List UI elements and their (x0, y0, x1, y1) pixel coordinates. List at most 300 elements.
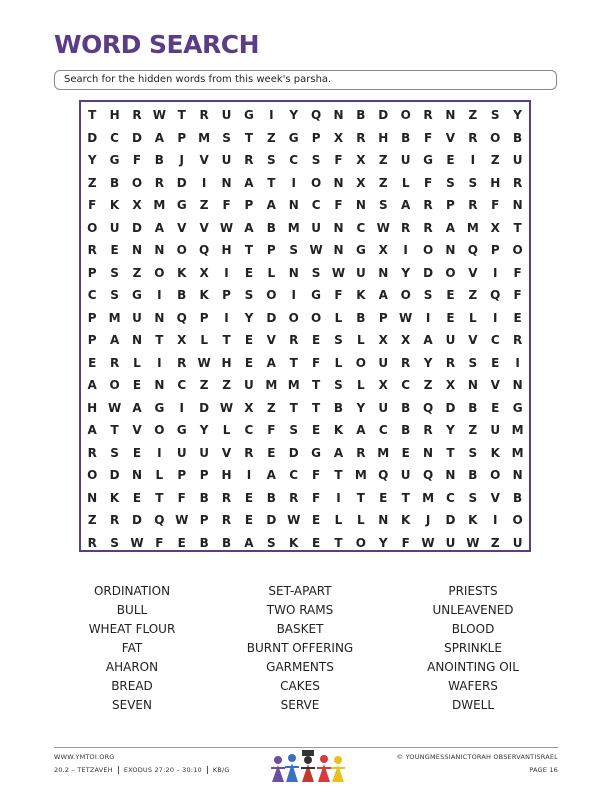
grid-letter[interactable]: I (157, 288, 162, 302)
grid-letter[interactable]: T (110, 423, 119, 437)
grid-letter[interactable]: T (334, 535, 343, 550)
grid-letter[interactable]: L (401, 175, 410, 190)
grid-letter[interactable]: C (490, 333, 500, 347)
grid-letter[interactable]: Z (266, 400, 276, 415)
grid-letter[interactable]: N (445, 108, 456, 122)
grid-letter[interactable]: R (468, 130, 478, 145)
grid-letter[interactable]: M (198, 130, 211, 145)
grid-letter[interactable]: L (200, 333, 208, 347)
grid-letter[interactable]: T (401, 490, 410, 505)
grid-letter[interactable]: E (244, 265, 254, 280)
grid-letter[interactable]: D (445, 400, 456, 415)
grid-letter[interactable]: S (266, 153, 276, 167)
grid-letter[interactable]: I (470, 153, 476, 167)
grid-letter[interactable]: X (378, 378, 388, 392)
grid-letter[interactable]: F (334, 198, 343, 212)
grid-letter[interactable]: W (466, 535, 480, 550)
grid-letter[interactable]: M (422, 490, 435, 505)
grid-letter[interactable]: K (109, 198, 120, 212)
grid-letter[interactable]: E (491, 400, 500, 415)
grid-letter[interactable]: H (378, 130, 389, 145)
grid-letter[interactable]: E (312, 333, 321, 347)
grid-letter[interactable]: M (287, 220, 300, 235)
grid-letter[interactable]: P (199, 310, 209, 325)
grid-letter[interactable]: N (378, 513, 389, 527)
grid-letter[interactable]: T (177, 108, 186, 122)
grid-letter[interactable]: P (378, 310, 388, 325)
grid-letter[interactable]: E (401, 445, 410, 460)
grid-letter[interactable]: B (468, 400, 478, 415)
grid-letter[interactable]: O (154, 423, 165, 437)
grid-letter[interactable]: T (312, 378, 321, 392)
grid-letter[interactable]: Y (401, 265, 411, 280)
grid-letter[interactable]: V (199, 220, 209, 235)
grid-letter[interactable]: K (333, 423, 344, 437)
grid-letter[interactable]: P (87, 265, 97, 280)
footer-website[interactable]: WWW.YMTOI.ORG (54, 753, 115, 761)
grid-letter[interactable]: N (154, 310, 165, 325)
grid-letter[interactable]: A (401, 198, 411, 212)
grid-letter[interactable]: O (355, 535, 366, 550)
grid-letter[interactable]: T (244, 243, 254, 257)
grid-letter[interactable]: C (244, 423, 254, 437)
grid-letter[interactable]: I (291, 288, 296, 302)
grid-letter[interactable]: E (132, 378, 142, 392)
grid-letter[interactable]: G (109, 153, 120, 167)
grid-letter[interactable]: I (179, 400, 184, 415)
grid-letter[interactable]: H (221, 355, 232, 370)
grid-letter[interactable]: I (246, 468, 252, 482)
grid-letter[interactable]: C (289, 468, 299, 482)
grid-letter[interactable]: U (109, 220, 120, 235)
grid-letter[interactable]: T (155, 490, 164, 505)
grid-letter[interactable]: I (425, 310, 431, 325)
grid-letter[interactable]: K (109, 490, 120, 505)
grid-letter[interactable]: U (221, 153, 232, 167)
grid-letter[interactable]: Y (423, 355, 433, 370)
grid-letter[interactable]: X (356, 175, 366, 190)
grid-letter[interactable]: T (446, 445, 455, 460)
grid-letter[interactable]: R (445, 355, 456, 370)
grid-letter[interactable]: V (490, 490, 500, 505)
grid-letter[interactable]: N (154, 243, 165, 257)
grid-letter[interactable]: E (244, 333, 254, 347)
grid-letter[interactable]: G (311, 445, 322, 460)
grid-letter[interactable]: G (288, 130, 299, 145)
grid-letter[interactable]: Y (356, 400, 366, 415)
grid-letter[interactable]: P (177, 130, 187, 145)
grid-letter[interactable]: M (287, 378, 300, 392)
grid-letter[interactable]: X (177, 333, 187, 347)
grid-letter[interactable]: G (311, 288, 322, 302)
grid-letter[interactable]: R (87, 445, 97, 460)
grid-letter[interactable]: W (399, 310, 413, 325)
grid-letter[interactable]: P (87, 310, 97, 325)
grid-letter[interactable]: I (403, 243, 408, 257)
grid-letter[interactable]: S (334, 378, 343, 392)
grid-letter[interactable]: E (244, 513, 254, 527)
grid-letter[interactable]: D (176, 175, 187, 190)
grid-letter[interactable]: P (199, 513, 209, 527)
grid-letter[interactable]: W (219, 220, 234, 235)
grid-letter[interactable]: T (289, 400, 298, 415)
grid-letter[interactable]: E (110, 243, 119, 257)
grid-letter[interactable]: R (109, 355, 120, 370)
grid-letter[interactable]: Z (490, 535, 500, 550)
grid-letter[interactable]: C (401, 378, 411, 392)
grid-letter[interactable]: A (356, 423, 366, 437)
grid-letter[interactable]: U (512, 153, 523, 167)
grid-letter[interactable]: Z (222, 378, 231, 392)
grid-letter[interactable]: B (221, 535, 232, 550)
grid-letter[interactable]: B (356, 108, 366, 122)
grid-letter[interactable]: S (110, 288, 119, 302)
grid-letter[interactable]: Y (446, 423, 455, 437)
grid-letter[interactable]: F (513, 288, 522, 302)
grid-letter[interactable]: H (221, 468, 232, 482)
grid-letter[interactable]: P (222, 288, 231, 302)
grid-letter[interactable]: F (423, 130, 433, 145)
grid-letter[interactable]: M (265, 378, 278, 392)
grid-letter[interactable]: L (155, 468, 164, 482)
grid-letter[interactable]: R (423, 108, 433, 122)
grid-letter[interactable]: W (331, 265, 346, 280)
grid-letter[interactable]: K (289, 535, 299, 550)
grid-letter[interactable]: B (513, 490, 523, 505)
grid-letter[interactable]: Q (467, 243, 478, 257)
grid-letter[interactable]: U (176, 445, 187, 460)
grid-letter[interactable]: W (152, 108, 166, 122)
grid-letter[interactable]: L (357, 378, 365, 392)
grid-letter[interactable]: C (378, 423, 388, 437)
grid-letter[interactable]: L (357, 333, 365, 347)
grid-letter[interactable]: Q (311, 108, 322, 122)
grid-letter[interactable]: N (333, 175, 344, 190)
grid-letter[interactable]: Q (154, 513, 165, 527)
grid-letter[interactable]: W (421, 535, 435, 550)
grid-letter[interactable]: J (425, 513, 431, 527)
grid-letter[interactable]: S (289, 423, 299, 437)
grid-letter[interactable]: S (110, 445, 119, 460)
grid-letter[interactable]: D (109, 468, 120, 482)
grid-letter[interactable]: M (153, 198, 166, 212)
grid-letter[interactable]: K (177, 265, 187, 280)
grid-letter[interactable]: D (131, 220, 142, 235)
grid-letter[interactable]: A (266, 355, 276, 370)
grid-letter[interactable]: N (512, 198, 523, 212)
grid-letter[interactable]: R (512, 175, 523, 190)
grid-letter[interactable]: G (176, 198, 187, 212)
grid-letter[interactable]: Y (199, 423, 209, 437)
grid-letter[interactable]: T (88, 108, 97, 122)
grid-letter[interactable]: G (512, 400, 523, 415)
grid-letter[interactable]: Y (244, 310, 254, 325)
grid-letter[interactable]: F (177, 490, 186, 505)
grid-letter[interactable]: R (423, 198, 433, 212)
grid-letter[interactable]: U (400, 153, 411, 167)
grid-letter[interactable]: O (422, 243, 434, 257)
grid-letter[interactable]: L (334, 310, 343, 325)
grid-letter[interactable]: B (333, 400, 344, 415)
grid-letter[interactable]: D (378, 108, 389, 122)
grid-letter[interactable]: O (87, 468, 98, 482)
grid-letter[interactable]: K (199, 288, 209, 302)
grid-letter[interactable]: R (356, 130, 366, 145)
grid-letter[interactable]: E (446, 288, 455, 302)
grid-letter[interactable]: N (445, 243, 456, 257)
grid-letter[interactable]: I (157, 445, 162, 460)
grid-letter[interactable]: V (132, 423, 142, 437)
grid-letter[interactable]: S (244, 288, 254, 302)
grid-letter[interactable]: R (109, 513, 120, 527)
grid-letter[interactable]: I (224, 265, 229, 280)
grid-letter[interactable]: R (199, 108, 209, 122)
grid-letter[interactable]: S (311, 265, 321, 280)
grid-letter[interactable]: S (468, 445, 478, 460)
grid-letter[interactable]: W (376, 220, 390, 235)
grid-letter[interactable]: E (132, 445, 142, 460)
grid-letter[interactable]: J (179, 153, 184, 167)
grid-letter[interactable]: R (401, 220, 411, 235)
grid-letter[interactable]: B (199, 535, 209, 550)
grid-letter[interactable]: W (287, 513, 301, 527)
grid-letter[interactable]: B (266, 490, 276, 505)
grid-letter[interactable]: S (289, 243, 299, 257)
grid-letter[interactable]: V (468, 265, 478, 280)
grid-letter[interactable]: N (333, 243, 344, 257)
grid-letter[interactable]: L (334, 355, 343, 370)
grid-letter[interactable]: I (224, 310, 229, 325)
grid-letter[interactable]: O (400, 108, 411, 122)
grid-letter[interactable]: P (311, 130, 321, 145)
grid-letter[interactable]: K (468, 513, 478, 527)
grid-letter[interactable]: U (199, 445, 210, 460)
grid-letter[interactable]: R (401, 355, 411, 370)
grid-letter[interactable]: E (513, 310, 522, 325)
grid-letter[interactable]: D (266, 310, 277, 325)
grid-letter[interactable]: M (511, 423, 524, 437)
grid-letter[interactable]: V (468, 333, 478, 347)
grid-letter[interactable]: U (378, 355, 389, 370)
grid-letter[interactable]: G (244, 108, 254, 122)
grid-letter[interactable]: A (378, 288, 388, 302)
grid-letter[interactable]: Z (87, 513, 97, 527)
grid-letter[interactable]: W (107, 400, 122, 415)
grid-letter[interactable]: T (155, 333, 164, 347)
grid-letter[interactable]: V (445, 130, 456, 145)
grid-letter[interactable]: Y (378, 535, 388, 550)
grid-letter[interactable]: K (401, 513, 411, 527)
grid-letter[interactable]: H (109, 108, 120, 122)
grid-letter[interactable]: I (201, 175, 207, 190)
grid-letter[interactable]: A (109, 333, 120, 347)
grid-letter[interactable]: R (423, 423, 433, 437)
grid-letter[interactable]: F (222, 198, 231, 212)
grid-letter[interactable]: O (490, 130, 501, 145)
grid-letter[interactable]: R (356, 445, 366, 460)
grid-letter[interactable]: I (492, 513, 498, 527)
grid-letter[interactable]: M (354, 468, 367, 482)
grid-letter[interactable]: I (492, 265, 498, 280)
grid-letter[interactable]: U (378, 400, 389, 415)
grid-letter[interactable]: Q (176, 310, 187, 325)
grid-letter[interactable]: O (288, 310, 299, 325)
grid-letter[interactable]: R (132, 108, 142, 122)
grid-letter[interactable]: A (244, 175, 254, 190)
grid-letter[interactable]: O (355, 355, 366, 370)
grid-letter[interactable]: C (446, 490, 455, 505)
grid-letter[interactable]: O (512, 243, 523, 257)
grid-letter[interactable]: B (401, 400, 411, 415)
grid-letter[interactable]: V (221, 445, 232, 460)
grid-letter[interactable]: I (291, 175, 296, 190)
grid-letter[interactable]: I (269, 108, 274, 122)
grid-letter[interactable]: A (445, 220, 456, 235)
grid-letter[interactable]: F (155, 535, 164, 550)
grid-letter[interactable]: B (199, 490, 209, 505)
grid-letter[interactable]: R (87, 243, 97, 257)
grid-letter[interactable]: Z (266, 130, 276, 145)
grid-letter[interactable]: U (221, 108, 232, 122)
grid-letter[interactable]: Z (468, 288, 478, 302)
grid-letter[interactable]: R (244, 153, 254, 167)
grid-letter[interactable]: O (311, 175, 322, 190)
grid-letter[interactable]: Y (513, 108, 522, 122)
grid-letter[interactable]: N (445, 468, 456, 482)
grid-letter[interactable]: U (356, 265, 366, 280)
grid-letter[interactable]: Z (378, 153, 388, 167)
grid-letter[interactable]: D (445, 513, 456, 527)
grid-letter[interactable]: U (490, 423, 501, 437)
grid-letter[interactable]: Y (87, 153, 97, 167)
grid-letter[interactable]: P (199, 468, 209, 482)
grid-letter[interactable]: Q (422, 400, 434, 415)
grid-letter[interactable]: B (154, 153, 164, 167)
grid-letter[interactable]: Z (199, 198, 209, 212)
grid-letter[interactable]: E (267, 445, 276, 460)
grid-letter[interactable]: L (469, 310, 477, 325)
grid-letter[interactable]: B (468, 468, 478, 482)
grid-letter[interactable]: G (355, 243, 366, 257)
grid-letter[interactable]: A (87, 378, 97, 392)
grid-letter[interactable]: A (132, 400, 142, 415)
grid-letter[interactable]: G (132, 288, 142, 302)
grid-letter[interactable]: Y (289, 108, 299, 122)
grid-letter[interactable]: H (221, 243, 232, 257)
grid-letter[interactable]: U (512, 535, 523, 550)
grid-letter[interactable]: W (175, 513, 189, 527)
grid-letter[interactable]: L (357, 513, 365, 527)
grid-letter[interactable]: R (177, 355, 187, 370)
grid-letter[interactable]: I (157, 355, 162, 370)
grid-letter[interactable]: B (401, 423, 411, 437)
grid-letter[interactable]: L (267, 265, 276, 280)
grid-letter[interactable]: G (423, 153, 433, 167)
grid-letter[interactable]: L (133, 355, 141, 370)
grid-letter[interactable]: R (221, 490, 232, 505)
grid-letter[interactable]: O (154, 265, 165, 280)
grid-letter[interactable]: N (87, 490, 98, 505)
grid-letter[interactable]: D (199, 400, 210, 415)
grid-letter[interactable]: S (110, 535, 119, 550)
grid-letter[interactable]: F (132, 153, 142, 167)
grid-letter[interactable]: V (490, 378, 500, 392)
grid-letter[interactable]: N (131, 243, 142, 257)
grid-letter[interactable]: P (244, 198, 254, 212)
grid-letter[interactable]: A (244, 220, 254, 235)
grid-letter[interactable]: R (512, 333, 523, 347)
grid-letter[interactable]: X (333, 130, 344, 145)
grid-letter[interactable]: W (130, 535, 144, 550)
grid-letter[interactable]: L (334, 513, 343, 527)
grid-letter[interactable]: E (446, 310, 455, 325)
grid-letter[interactable]: T (334, 468, 343, 482)
grid-letter[interactable]: M (466, 220, 479, 235)
grid-letter[interactable]: N (512, 468, 523, 482)
grid-letter[interactable]: F (334, 153, 343, 167)
grid-letter[interactable]: N (467, 378, 478, 392)
grid-letter[interactable]: N (378, 265, 389, 280)
grid-letter[interactable]: T (356, 490, 365, 505)
grid-letter[interactable]: E (132, 490, 142, 505)
grid-letter[interactable]: G (176, 423, 187, 437)
grid-letter[interactable]: B (266, 220, 276, 235)
grid-letter[interactable]: Z (378, 175, 388, 190)
grid-letter[interactable]: N (288, 265, 299, 280)
grid-letter[interactable]: Z (468, 108, 478, 122)
grid-letter[interactable]: U (244, 378, 254, 392)
grid-letter[interactable]: S (222, 130, 231, 145)
grid-letter[interactable]: K (490, 445, 500, 460)
grid-letter[interactable]: B (177, 288, 187, 302)
grid-letter[interactable]: Z (132, 265, 142, 280)
grid-letter[interactable]: A (154, 220, 165, 235)
grid-letter[interactable]: A (154, 130, 165, 145)
grid-letter[interactable]: W (197, 355, 211, 370)
grid-letter[interactable]: X (199, 265, 209, 280)
grid-letter[interactable]: Q (378, 468, 389, 482)
grid-letter[interactable]: E (244, 490, 254, 505)
grid-letter[interactable]: Q (490, 288, 501, 302)
grid-letter[interactable]: S (334, 333, 343, 347)
grid-letter[interactable]: V (177, 220, 187, 235)
grid-letter[interactable]: R (423, 220, 433, 235)
grid-letter[interactable]: M (511, 445, 524, 460)
grid-letter[interactable]: D (266, 513, 277, 527)
grid-letter[interactable]: S (311, 153, 321, 167)
grid-letter[interactable]: O (87, 220, 98, 235)
grid-letter[interactable]: N (131, 333, 142, 347)
grid-letter[interactable]: E (244, 355, 254, 370)
grid-letter[interactable]: E (312, 513, 321, 527)
grid-letter[interactable]: F (312, 490, 321, 505)
grid-letter[interactable]: I (515, 355, 520, 370)
grid-letter[interactable]: V (199, 153, 209, 167)
grid-letter[interactable]: X (378, 243, 388, 257)
grid-letter[interactable]: E (312, 535, 321, 550)
grid-letter[interactable]: E (312, 423, 321, 437)
grid-letter[interactable]: G (154, 400, 165, 415)
grid-letter[interactable]: X (244, 400, 254, 415)
grid-letter[interactable]: O (266, 288, 277, 302)
grid-letter[interactable]: F (491, 198, 500, 212)
grid-letter[interactable]: R (87, 535, 97, 550)
grid-letter[interactable]: L (222, 423, 231, 437)
grid-letter[interactable]: P (177, 468, 187, 482)
grid-letter[interactable]: A (266, 468, 276, 482)
grid-letter[interactable]: O (400, 288, 411, 302)
grid-letter[interactable]: X (132, 198, 142, 212)
